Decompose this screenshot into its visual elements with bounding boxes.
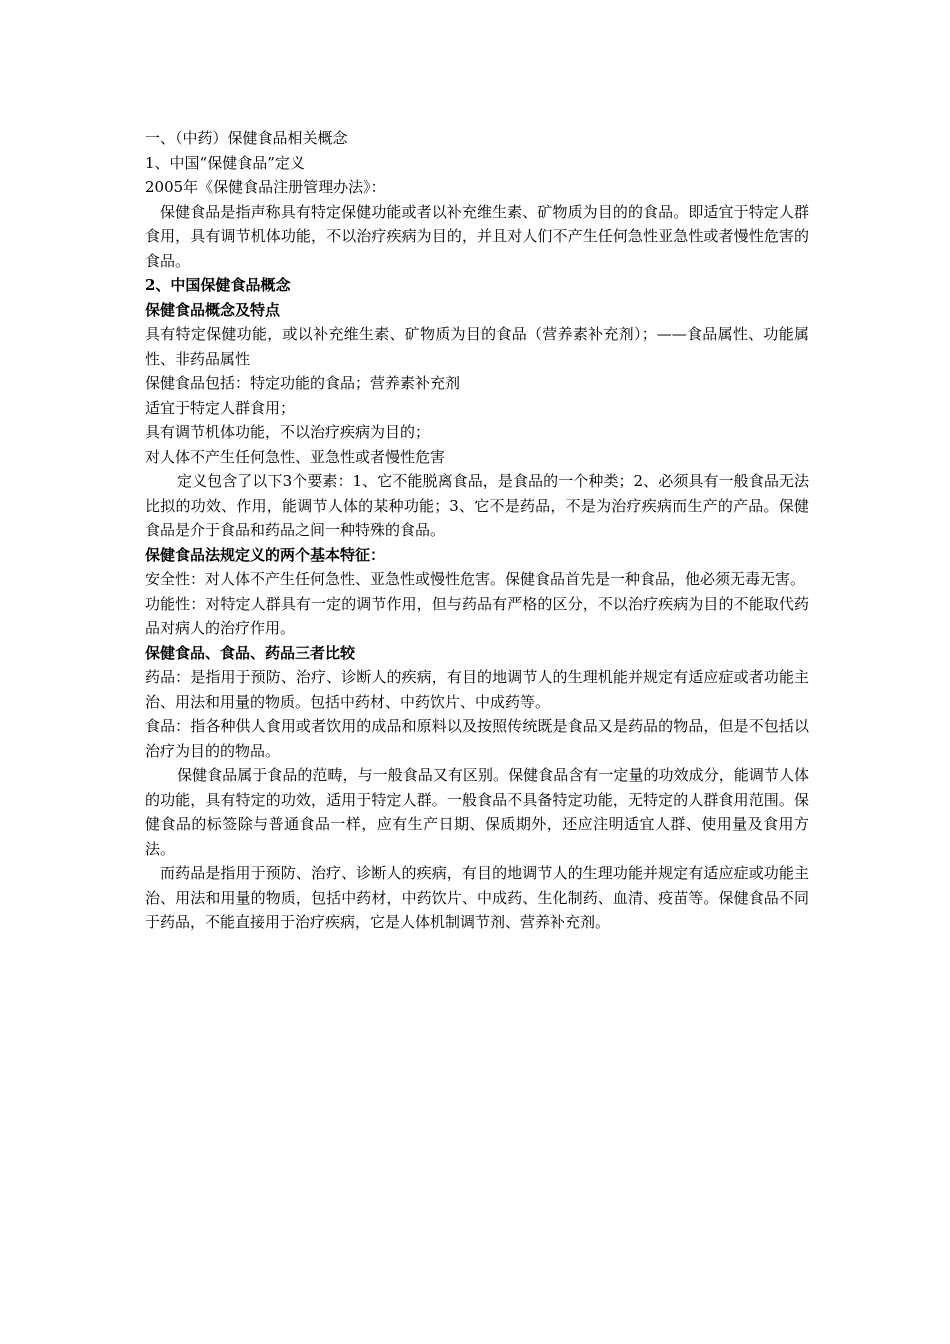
medicine-paragraph: 而药品是指用于预防、治疗、诊断人的疾病，有目的地调节人的生理功能并规定有适应症或功能主治、用法和用量的物质，包括中药材，中药饮片、中成药、生化制药、血清、疫苗等。保健食品不同于药品，不能直接用于治疗疾病，它是人体机制调节剂、营养补充剂。 bbox=[145, 864, 809, 931]
drug-paragraph: 药品：是指用于预防、治疗、诊断人的疾病，有目的地调节人的生理机能并规定有适应症或者功能主治、用法和用量的物质。包括中药材、中药饮片、中成药等。 bbox=[145, 668, 809, 711]
scope-paragraph: 保健食品属于食品的范畴，与一般食品又有区别。保健食品含有一定量的功效成分，能调节人体的功能，具有特定的功效，适用于特定人群。一般食品不具备特定功能，无特定的人群食用范围。保健食品的标签除与普通食品一样，应有生产日期、保质期外，还应注明适宜人群、使用量及食用方法。 bbox=[145, 766, 809, 858]
document-page bbox=[145, 126, 809, 935]
safety-paragraph: 安全性：对人体不产生任何急性、亚急性或慢性危害。保健食品首先是一种食品，他必须无毒无害。 bbox=[145, 570, 806, 588]
heading-1-1: 1、中国“保健食品”定义 bbox=[145, 153, 305, 172]
food-paragraph: 食品：指各种供人食用或者饮用的成品和原料以及按照传统既是食品又是药品的物品，但是不包括以治疗为目的的物品。 bbox=[145, 717, 809, 760]
subheading-legal: 保健食品法规定义的两个基本特征： bbox=[145, 545, 386, 564]
elements-paragraph: 定义包含了以下3个要素：1、它不能脱离食品，是食品的一个种类；2、必须具有一般食品无法比拟的功效、作用，能调节人体的某种功能；3、它不是药品，不是为治疗疾病而生产的产品。保健食品是介于食品和药品之间一种特殊的食品。 bbox=[145, 472, 809, 539]
includes-line: 保健食品包括：特定功能的食品；营养素补充剂 bbox=[145, 374, 461, 392]
feature-paragraph: 具有特定保健功能，或以补充维生素、矿物质为目的食品（营养素补充剂）；——食品属性、功能属性、非药品属性 bbox=[145, 325, 809, 368]
subheading-concept: 保健食品概念及特点 bbox=[145, 300, 281, 319]
heading-2: 2、中国保健食品概念 bbox=[145, 276, 291, 294]
regulate-line: 具有调节机体功能，不以治疗疾病为目的； bbox=[145, 423, 431, 441]
harm-line: 对人体不产生任何急性、亚急性或者慢性危害 bbox=[145, 447, 446, 466]
heading-1: 一、（中药）保健食品相关概念 bbox=[145, 129, 348, 147]
definition-paragraph: 保健食品是指声称具有特定保健功能或者以补充维生素、矿物质为目的的食品。即适宜于特定人群食用，具有调节机体功能，不以治疗疾病为目的，并且对人们不产生任何急性亚急性或者慢性危害的食品。 bbox=[145, 202, 809, 270]
function-paragraph: 功能性：对特定人群具有一定的调节作用，但与药品有严格的区分，不以治疗疾病为目的不能取代药品对病人的治疗作用。 bbox=[145, 594, 809, 637]
suitable-line: 适宜于特定人群食用； bbox=[145, 398, 296, 417]
subheading-compare: 保健食品、食品、药品三者比较 bbox=[145, 643, 356, 662]
source-line: 2005年《保健食品注册管理办法》： bbox=[145, 178, 386, 196]
